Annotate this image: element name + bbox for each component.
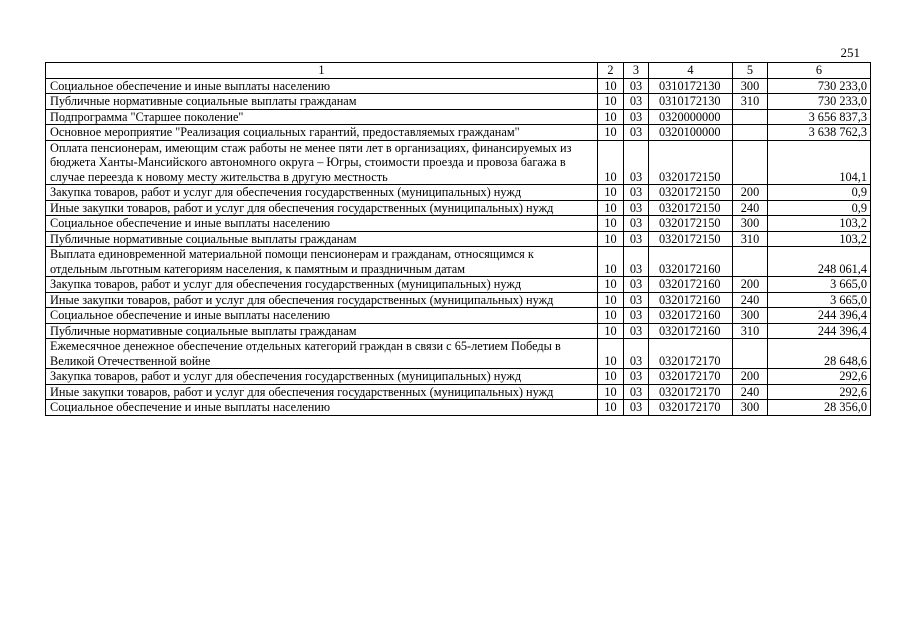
row-expense-type-cell — [733, 140, 768, 185]
row-target-code-cell: 0320172150 — [649, 200, 733, 216]
row-expense-type-cell: 300 — [733, 400, 768, 416]
table-row — [46, 94, 871, 110]
row-target-code-cell: 0320172160 — [649, 323, 733, 339]
table-row — [46, 308, 871, 324]
row-name-cell: Подпрограмма "Старшее поколение" — [46, 109, 598, 125]
row-amount-cell: 0,9 — [768, 200, 871, 216]
row-subsection-cell: 03 — [624, 185, 649, 201]
row-target-code-cell: 0320172160 — [649, 277, 733, 293]
row-expense-type-cell: 300 — [733, 216, 768, 232]
row-amount-cell: 28 648,6 — [768, 339, 871, 369]
row-subsection-cell: 03 — [624, 140, 649, 185]
row-name-cell: Публичные нормативные социальные выплаты гражданам — [46, 231, 598, 247]
row-subsection-cell: 03 — [624, 369, 649, 385]
header-col-3: 3 — [624, 63, 649, 79]
row-expense-type-cell — [733, 247, 768, 277]
row-amount-cell: 292,6 — [768, 384, 871, 400]
table-body — [46, 78, 871, 415]
row-expense-type-cell: 200 — [733, 277, 768, 293]
row-name-cell: Публичные нормативные социальные выплаты гражданам — [46, 94, 598, 110]
row-section-cell: 10 — [598, 247, 624, 277]
row-section-cell: 10 — [598, 384, 624, 400]
row-amount-cell: 28 356,0 — [768, 400, 871, 416]
row-name-cell: Социальное обеспечение и иные выплаты населению — [46, 78, 598, 94]
table-row — [46, 247, 871, 277]
row-subsection-cell: 03 — [624, 292, 649, 308]
table-row — [46, 185, 871, 201]
row-name-cell: Закупка товаров, работ и услуг для обеспечения государственных (муниципальных) нужд — [46, 277, 598, 293]
row-expense-type-cell — [733, 109, 768, 125]
row-amount-cell: 248 061,4 — [768, 247, 871, 277]
row-target-code-cell: 0320172170 — [649, 384, 733, 400]
row-section-cell: 10 — [598, 339, 624, 369]
row-target-code-cell: 0320172170 — [649, 400, 733, 416]
row-expense-type-cell: 310 — [733, 94, 768, 110]
row-expense-type-cell: 240 — [733, 384, 768, 400]
row-section-cell: 10 — [598, 231, 624, 247]
row-amount-cell: 3 665,0 — [768, 277, 871, 293]
row-expense-type-cell: 200 — [733, 369, 768, 385]
row-target-code-cell: 0320172150 — [649, 185, 733, 201]
row-section-cell: 10 — [598, 94, 624, 110]
table-row — [46, 339, 871, 369]
row-subsection-cell: 03 — [624, 109, 649, 125]
row-amount-cell: 3 656 837,3 — [768, 109, 871, 125]
row-name-cell: Иные закупки товаров, работ и услуг для обеспечения государственных (муниципальных) нужд — [46, 292, 598, 308]
row-section-cell: 10 — [598, 78, 624, 94]
row-target-code-cell: 0320172150 — [649, 140, 733, 185]
row-target-code-cell: 0310172130 — [649, 78, 733, 94]
row-expense-type-cell: 240 — [733, 200, 768, 216]
header-col-1: 1 — [46, 63, 598, 79]
header-col-6: 6 — [768, 63, 871, 79]
row-target-code-cell: 0320100000 — [649, 125, 733, 141]
row-subsection-cell: 03 — [624, 78, 649, 94]
row-subsection-cell: 03 — [624, 308, 649, 324]
row-section-cell: 10 — [598, 323, 624, 339]
row-subsection-cell: 03 — [624, 247, 649, 277]
row-name-cell: Иные закупки товаров, работ и услуг для обеспечения государственных (муниципальных) нужд — [46, 200, 598, 216]
row-amount-cell: 103,2 — [768, 231, 871, 247]
row-amount-cell: 3 638 762,3 — [768, 125, 871, 141]
row-subsection-cell: 03 — [624, 94, 649, 110]
row-target-code-cell: 0320172160 — [649, 247, 733, 277]
table-row — [46, 400, 871, 416]
row-amount-cell: 103,2 — [768, 216, 871, 232]
row-amount-cell: 0,9 — [768, 185, 871, 201]
row-name-cell: Основное мероприятие "Реализация социальных гарантий, предоставляемых гражданам" — [46, 125, 598, 141]
row-section-cell: 10 — [598, 308, 624, 324]
table-row — [46, 125, 871, 141]
table-row — [46, 384, 871, 400]
row-target-code-cell: 0320172160 — [649, 308, 733, 324]
header-col-4: 4 — [649, 63, 733, 79]
row-name-cell: Социальное обеспечение и иные выплаты населению — [46, 400, 598, 416]
row-amount-cell: 292,6 — [768, 369, 871, 385]
row-amount-cell: 730 233,0 — [768, 78, 871, 94]
row-target-code-cell: 0310172130 — [649, 94, 733, 110]
row-expense-type-cell: 240 — [733, 292, 768, 308]
table-row — [46, 277, 871, 293]
row-subsection-cell: 03 — [624, 200, 649, 216]
table-row — [46, 109, 871, 125]
row-expense-type-cell — [733, 339, 768, 369]
table-row — [46, 140, 871, 185]
row-section-cell: 10 — [598, 292, 624, 308]
row-amount-cell: 3 665,0 — [768, 292, 871, 308]
row-expense-type-cell: 310 — [733, 323, 768, 339]
row-expense-type-cell: 200 — [733, 185, 768, 201]
row-subsection-cell: 03 — [624, 384, 649, 400]
header-row — [46, 63, 871, 79]
row-target-code-cell: 0320172160 — [649, 292, 733, 308]
table-row — [46, 292, 871, 308]
row-expense-type-cell: 300 — [733, 308, 768, 324]
row-target-code-cell: 0320172170 — [649, 369, 733, 385]
table-row — [46, 216, 871, 232]
table-row — [46, 200, 871, 216]
row-section-cell: 10 — [598, 216, 624, 232]
row-name-cell: Иные закупки товаров, работ и услуг для обеспечения государственных (муниципальных) нужд — [46, 384, 598, 400]
row-subsection-cell: 03 — [624, 277, 649, 293]
row-amount-cell: 730 233,0 — [768, 94, 871, 110]
table-row — [46, 323, 871, 339]
row-name-cell: Выплата единовременной материальной помощи пенсионерам и гражданам, относящимся к отдельным льготным категориям населения, к памятным и праздничным датам — [46, 247, 598, 277]
row-name-cell: Социальное обеспечение и иные выплаты населению — [46, 308, 598, 324]
row-subsection-cell: 03 — [624, 216, 649, 232]
row-amount-cell: 244 396,4 — [768, 323, 871, 339]
budget-table — [45, 62, 871, 416]
row-section-cell: 10 — [598, 277, 624, 293]
row-expense-type-cell: 300 — [733, 78, 768, 94]
row-subsection-cell: 03 — [624, 125, 649, 141]
row-amount-cell: 244 396,4 — [768, 308, 871, 324]
row-expense-type-cell — [733, 125, 768, 141]
row-name-cell: Публичные нормативные социальные выплаты гражданам — [46, 323, 598, 339]
row-section-cell: 10 — [598, 200, 624, 216]
table-row — [46, 231, 871, 247]
row-name-cell: Закупка товаров, работ и услуг для обеспечения государственных (муниципальных) нужд — [46, 369, 598, 385]
table-row — [46, 78, 871, 94]
row-name-cell: Социальное обеспечение и иные выплаты населению — [46, 216, 598, 232]
row-name-cell: Ежемесячное денежное обеспечение отдельных категорий граждан в связи с 65-летием Победы в Великой Отечественной войне — [46, 339, 598, 369]
row-section-cell: 10 — [598, 109, 624, 125]
header-col-2: 2 — [598, 63, 624, 79]
page-number: 251 — [840, 45, 860, 60]
row-target-code-cell: 0320000000 — [649, 109, 733, 125]
row-target-code-cell: 0320172170 — [649, 339, 733, 369]
header-col-5: 5 — [733, 63, 768, 79]
row-target-code-cell: 0320172150 — [649, 231, 733, 247]
row-subsection-cell: 03 — [624, 323, 649, 339]
row-subsection-cell: 03 — [624, 339, 649, 369]
row-name-cell: Оплата пенсионерам, имеющим стаж работы не менее пяти лет в организациях, финансируемых из бюджета Ханты-Мансийского автономного округа – Югры, стоимости проезда и провоза багажа в случае переезда к новому месту жительства в другую местность — [46, 140, 598, 185]
row-name-cell: Закупка товаров, работ и услуг для обеспечения государственных (муниципальных) нужд — [46, 185, 598, 201]
table-row — [46, 369, 871, 385]
row-section-cell: 10 — [598, 125, 624, 141]
row-section-cell: 10 — [598, 400, 624, 416]
row-target-code-cell: 0320172150 — [649, 216, 733, 232]
row-section-cell: 10 — [598, 140, 624, 185]
row-section-cell: 10 — [598, 369, 624, 385]
row-amount-cell: 104,1 — [768, 140, 871, 185]
row-subsection-cell: 03 — [624, 400, 649, 416]
row-section-cell: 10 — [598, 185, 624, 201]
row-expense-type-cell: 310 — [733, 231, 768, 247]
row-subsection-cell: 03 — [624, 231, 649, 247]
